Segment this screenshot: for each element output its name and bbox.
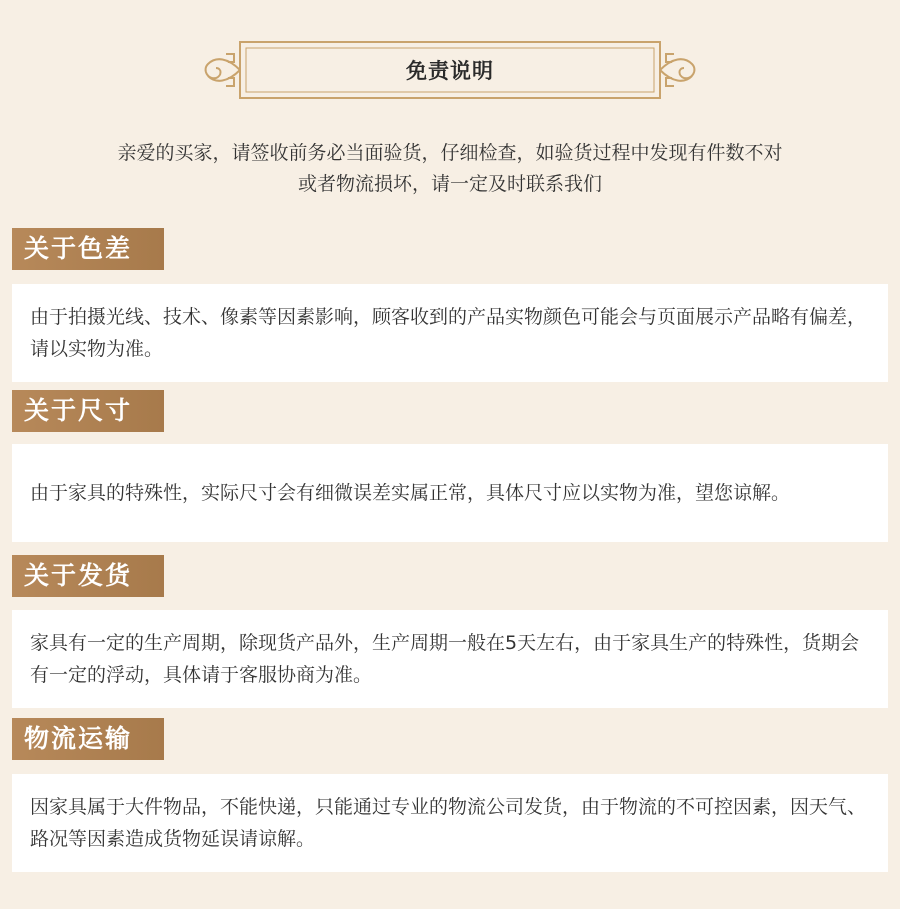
intro-line: 亲爱的买家，请签收前务必当面验货，仔细检查，如验货过程中发现有件数不对 xyxy=(117,142,783,164)
page-title: 免责说明 xyxy=(406,58,494,83)
section-heading-color-difference: 关于色差 xyxy=(12,228,164,270)
intro-line: 或者物流损坏，请一定及时联系我们 xyxy=(297,173,602,195)
section-heading-size: 关于尺寸 xyxy=(12,390,164,432)
section-box-shipping xyxy=(12,610,888,708)
section-text: 因家具属于大件物品，不能快递，只能通过专业的物流公司发货，由于物流的不可控因素，因天气、路况等因素造成货物延误请谅解。 xyxy=(30,796,867,850)
section-text: 由于拍摄光线、技术、像素等因素影响，顾客收到的产品实物颜色可能会与页面展示产品略有偏差，请以实物为准。 xyxy=(30,306,867,360)
section-heading-logistics: 物流运输 xyxy=(12,718,164,760)
intro-text xyxy=(30,138,870,200)
section-heading-shipping: 关于发货 xyxy=(12,555,164,597)
section-box-color-difference xyxy=(12,284,888,382)
section-box-size xyxy=(12,444,888,542)
section-box-logistics xyxy=(12,774,888,872)
title-banner xyxy=(198,38,702,102)
section-text: 由于家具的特殊性，实际尺寸会有细微误差实属正常，具体尺寸应以实物为准，望您谅解。 xyxy=(30,482,791,504)
section-text: 家具有一定的生产周期，除现货产品外，生产周期一般在5天左右，由于家具生产的特殊性，货期会有一定的浮动，具体请于客服协商为准。 xyxy=(30,632,860,686)
